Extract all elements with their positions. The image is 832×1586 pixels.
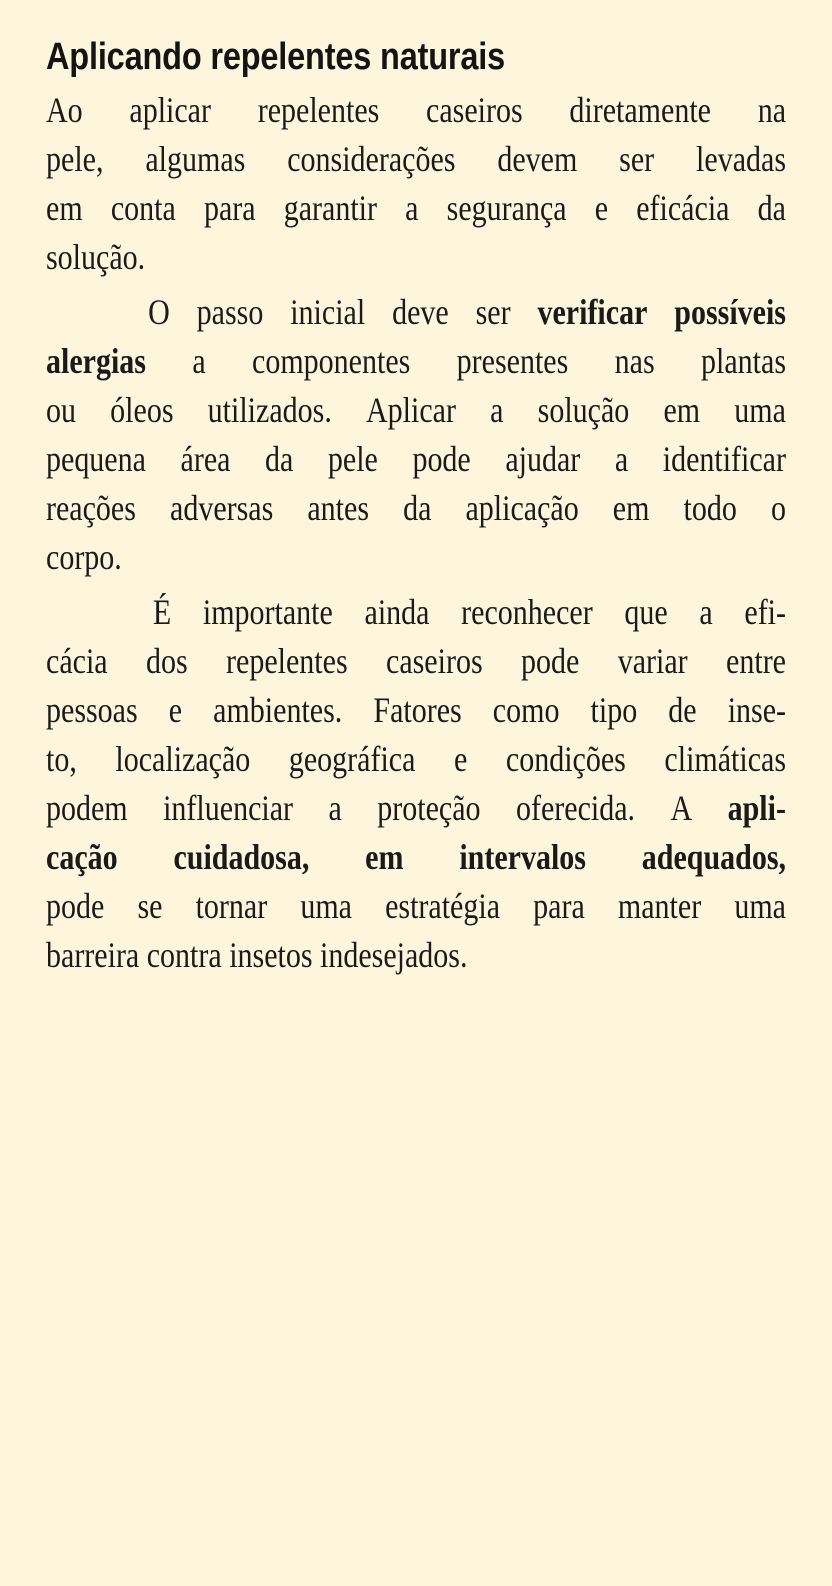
word: A [670,788,693,828]
word: ajudar [505,439,581,479]
text-line [46,135,786,184]
word: componentes [252,341,411,381]
word: em [663,390,701,430]
word: passo [196,292,264,332]
word-bold: adequados, [641,837,787,877]
text-line: barreira contra insetos indesejados. [46,935,468,975]
word: pode [412,439,471,479]
word: da [265,439,294,479]
word: dos [145,641,188,681]
word: a [490,390,504,430]
text-line [46,588,786,637]
word: óleos [110,390,174,430]
word: reconhecer [461,592,593,632]
word: uma [734,390,786,430]
word: podem [46,788,128,828]
word: estratégia [385,886,501,926]
text-line: solução. [46,237,146,277]
word: pele, [46,139,104,179]
word: ou [46,390,76,430]
text-line [46,833,786,882]
word: e [454,739,468,779]
word: a [699,592,713,632]
text-line: corpo. [46,537,122,577]
word: identificar [662,439,786,479]
word: Ao [46,90,83,130]
word-bold: em [365,837,404,877]
word: nas [614,341,655,381]
word: plantas [701,341,787,381]
word-bold: cuidadosa, [173,837,310,877]
word: presentes [456,341,569,381]
word: oferecida. [515,788,636,828]
text-line [46,882,786,931]
word: Fatores [373,690,462,730]
word: importante [202,592,333,632]
word: to, [46,739,77,779]
word: ser [475,292,511,332]
word: e [594,188,609,228]
word: localização [115,739,251,779]
word: considerações [287,139,456,179]
text-line [46,288,786,337]
paragraph-3 [46,588,786,980]
word: garantir [283,188,378,228]
article-content [46,34,786,980]
word: efi- [744,592,787,632]
word: pequena [46,439,146,479]
word: Aplicar [366,390,456,430]
text-line [46,637,786,686]
text-line [46,735,786,784]
word: tornar [195,886,268,926]
word: pessoas [46,690,138,730]
word: proteção [377,788,481,828]
word: ainda [364,592,430,632]
word: a [614,439,629,479]
word: cácia [46,641,108,681]
word-bold: possíveis [674,292,786,332]
word: pele [327,439,378,479]
word: manter [617,886,702,926]
word: condições [505,739,626,779]
word: todo [683,488,737,528]
word: eficácia [636,188,730,228]
word: repelentes [226,641,348,681]
word-bold: intervalos [459,837,586,877]
word: em [612,488,650,528]
word: que [624,592,668,632]
word: É [152,592,172,632]
word: como [492,690,560,730]
word: deve [392,292,449,332]
word: caseiros [426,90,523,130]
word: para [533,886,585,926]
word: aplicação [465,488,579,528]
word: inicial [290,292,366,332]
word: área [180,439,231,479]
word: O [148,292,170,332]
word: levadas [696,139,787,179]
paragraph-2 [46,288,786,582]
word: segurança [446,188,567,228]
word: adversas [170,488,274,528]
word: uma [300,886,352,926]
text-line [46,484,786,533]
paragraph-1 [46,86,786,282]
word: de [668,690,697,730]
word: e [168,690,183,730]
word: tipo [590,690,638,730]
word: repelentes [257,90,380,130]
word: a [405,188,419,228]
word: ser [619,139,655,179]
word: uma [734,886,786,926]
text-line [46,386,786,435]
word: influenciar [163,788,294,828]
word: pode [46,886,105,926]
word: conta [110,188,176,228]
word-bold: alergias [46,341,146,381]
word: antes [307,488,370,528]
word-bold: cação [46,837,118,877]
word: em [46,188,83,228]
text-line [46,337,786,386]
word: variar [617,641,688,681]
word: algumas [145,139,246,179]
word: geográfica [288,739,416,779]
word: a [192,341,206,381]
word: utilizados. [207,390,332,430]
word: se [137,886,163,926]
word: da [403,488,432,528]
word: a [328,788,342,828]
word: aplicar [129,90,211,130]
word: devem [497,139,578,179]
text-line [46,184,786,233]
page-title: Aplicando repelentes naturais [46,36,506,78]
word-bold: apli- [727,788,786,828]
text-line [46,86,786,135]
word: solução [537,390,630,430]
word: diretamente [569,90,711,130]
word: reações [46,488,136,528]
word: o [770,488,786,528]
word: na [757,90,787,130]
word: da [757,188,786,228]
word-bold: verificar [537,292,648,332]
word: para [203,188,256,228]
word: ambientes. [213,690,343,730]
text-line [46,435,786,484]
word: caseiros [386,641,483,681]
text-line [46,686,786,735]
word: climáticas [664,739,787,779]
word: inse- [727,690,787,730]
word: entre [726,641,786,681]
word: pode [521,641,580,681]
text-line [46,784,786,833]
